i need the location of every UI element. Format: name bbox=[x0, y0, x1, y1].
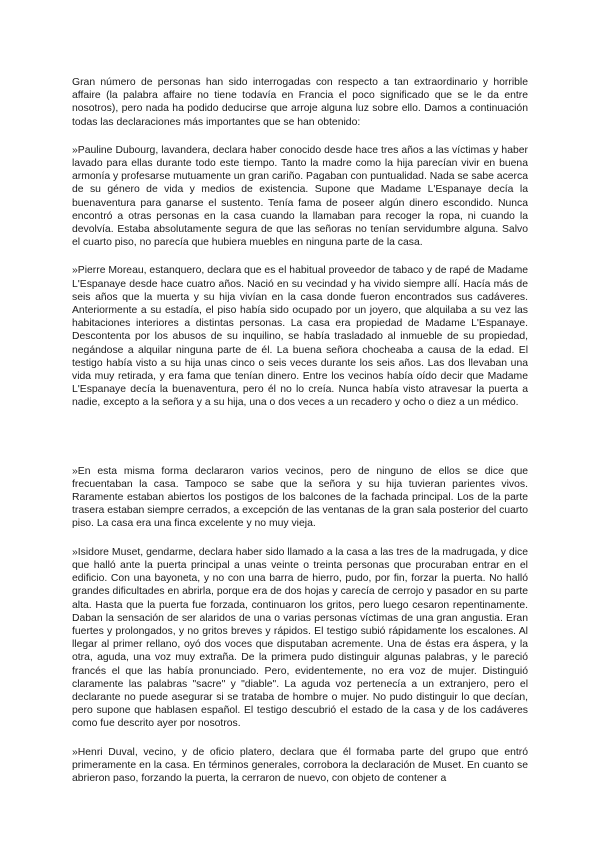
testimony-dubourg: »Pauline Dubourg, lavandera, declara haber conocido desde hace tres años a las víctimas y haber lavado para ellas durante todo este tiempo. Tanto la madre como la hija parecían vivir en buena armonía y profesarse mutuamente un gran cariño. Pagaban con puntualidad. Nada se sabe acerca de su género de vida y medios de existencia. Supone que Madame L'Espanaye decía la buenaventura para ganarse el sustento. Tenía fama de poseer algún dinero escondido. Nunca encontró a otras personas en la casa cuando la llamaban para recoger la ropa, ni cuando la devolvía. Estaba absolutamente segura de que las señoras no tenían servidumbre alguna. Salvo el cuarto piso, no parecía que hubiera muebles en ninguna parte de la casa. bbox=[72, 144, 528, 249]
testimony-neighbors: »En esta misma forma declararon varios vecinos, pero de ninguno de ellos se dice que frecuentaban la casa. Tampoco se sabe que la señora y su hija tuvieran parientes vivos. Raramente estaban abiertos los postigos de los balcones de la fachada principal. Los de la parte trasera estaban siempre cerrados, a excepción de las ventanas de la gran sala posterior del cuarto piso. La casa era una finca excelente y no muy vieja. bbox=[72, 465, 528, 530]
testimony-moreau: »Pierre Moreau, estanquero, declara que es el habitual proveedor de tabaco y de rapé de Madame L'Espanaye desde hace cuatro años. Nació en su vecindad y ha vivido siempre allí. Hacía más de seis años que la muerta y su hija vivían en la casa donde fueron encontrados sus cadáveres. Anteriormente a su estadía, el piso había sido ocupado por un joyero, que alquilaba a su vez las habitaciones interiores a distintas personas. La casa era propiedad de Madame L'Espanaye. Descontenta por los abusos de su inquilino, se había trasladado al inmueble de su propiedad, negándose a alquilar ninguna parte de él. La buena señora chocheaba a causa de la edad. El testigo había visto a su hija unas cinco o seis veces durante los seis años. Las dos llevaban una vida muy retirada, y era fama que tenían dinero. Entre los vecinos había oído decir que Madame L'Espanaye decía la buenaventura, pero él no lo creía. Nunca había visto atravesar la puerta a nadie, excepto a la señora y a su hija, una o dos veces a un recadero y ocho o diez a un médico. bbox=[72, 265, 528, 409]
intro-paragraph: Gran número de personas han sido interrogadas con respecto a tan extraordinario y horrible affaire (la palabra affaire no tiene todavía en Francia el poco significado que se le da entre nosotros), pero nada ha podido deducirse que arroje alguna luz sobre ello. Damos a continuación todas las declaraciones más importantes que se han obtenido: bbox=[72, 77, 528, 128]
paragraph-gap bbox=[72, 425, 528, 465]
testimony-muset: »Isidore Muset, gendarme, declara haber sido llamado a la casa a las tres de la madrugada, y dice que halló ante la puerta principal a unas veinte o treinta personas que procuraban entrar en el edificio. Con una bayoneta, y no con una barra de hierro, pudo, por fin, forzar la puerta. No halló grandes dificultades en abrirla, porque era de dos hojas y carecía de cerrojo y pasador en su parte alta. Hasta que la puerta fue forzada, continuaron los gritos, pero luego cesaron repentinamente. Daban la sensación de ser alaridos de una o varias personas víctimas de una gran angustia. Eran fuertes y prolongados, y no gritos breves y rápidos. El testigo subió rápidamente los escalones. Al llegar al primer rellano, oyó dos voces que disputaban acremente. Una de éstas era áspera, y la otra, aguda, una voz muy extraña. De la primera pudo distinguir algunas palabras, y le pareció francés el que las había pronunciado. Pero, evidentemente, no era voz de mujer. Distinguió claramente las palabras "sacre" y "diable". La aguda voz pertenecía a un extranjero, pero el declarante no puede asegurar si se trataba de hombre o mujer. No pudo distinguir lo que decían, pero supone que hablasen español. El testigo descubrió el estado de la casa y de los cadáveres como fue descrito ayer por nosotros. bbox=[72, 546, 528, 730]
document-page bbox=[72, 76, 528, 800]
testimony-duval: »Henri Duval, vecino, y de oficio platero, declara que él formaba parte del grupo que entró primeramente en la casa. En términos generales, corrobora la declaración de Muset. En cuanto se abrieron paso, forzando la puerta, la cerraron de nuevo, con objeto de contener a bbox=[72, 746, 528, 784]
